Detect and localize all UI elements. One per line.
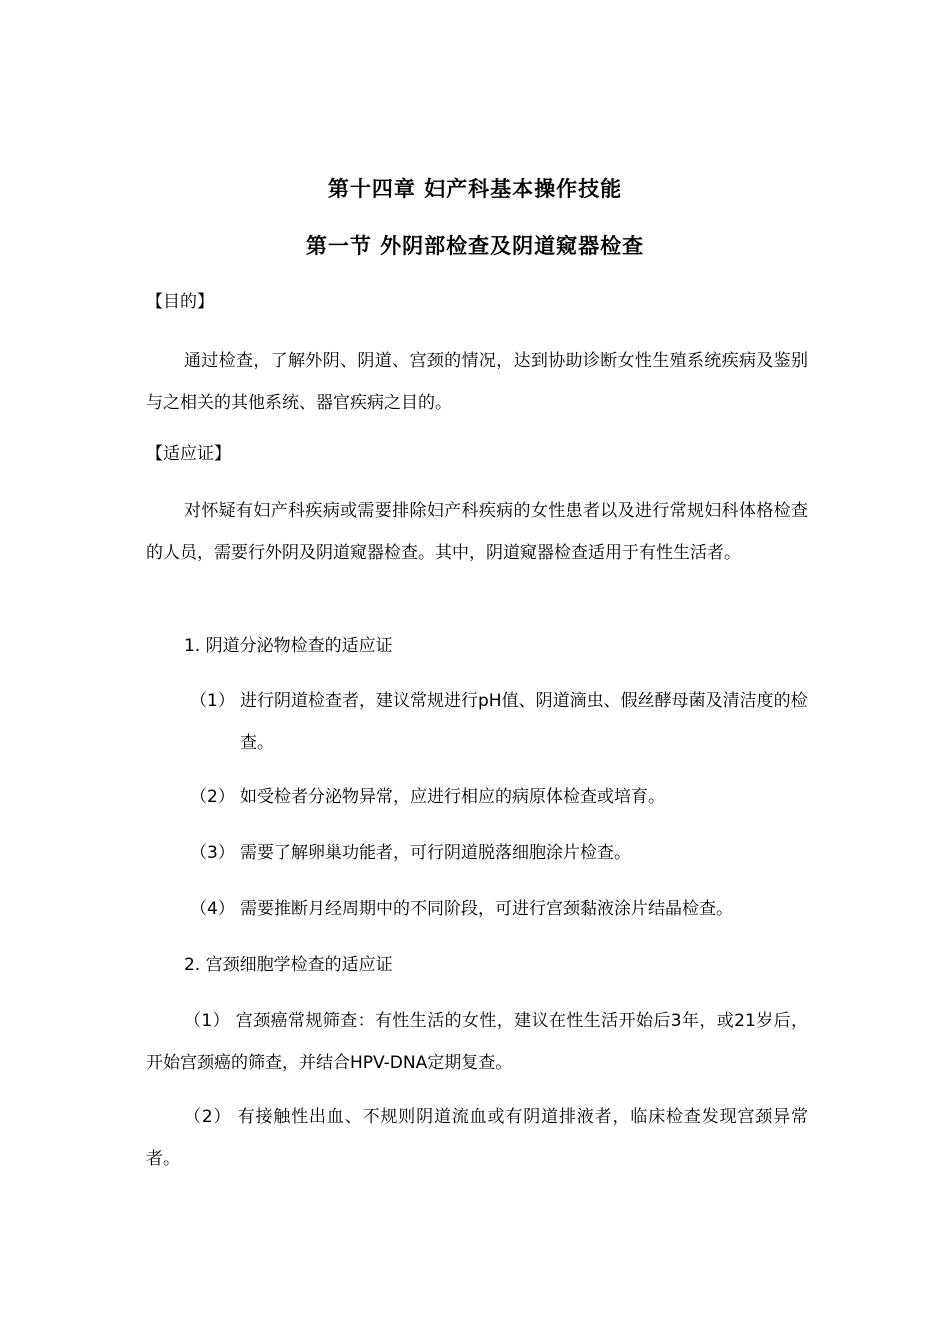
item-number: （4） [190, 899, 235, 919]
sub1-item-4 [190, 888, 810, 930]
item-text: 需要了解卵巢功能者，可行阴道脱落细胞涂片检查。 [240, 843, 631, 863]
sub2-item-2: （2） 有接触性出血、不规则阴道流血或有阴道排液者，临床检查发现宫颈异常者。 [146, 1107, 808, 1169]
item-text: 进行阴道检查者，建议常规进行pH值、阴道滴虫、假丝酵母菌及清洁度的检查。 [240, 691, 808, 753]
indications-intro: 对怀疑有妇产科疾病或需要排除妇产科疾病的女性患者以及进行常规妇科体格检查的人员，需要行外阴及阴道窥器检查。其中，阴道窥器检查适用于有性生活者。 [146, 501, 808, 563]
sub1-item-2 [190, 776, 810, 818]
purpose-heading: 【目的】 [146, 292, 214, 312]
sub1-title: 1. 阴道分泌物检查的适应证 [184, 636, 393, 656]
purpose-text: 通过检查，了解外阴、阴道、宫颈的情况，达到协助诊断女性生殖系统疾病及鉴别与之相关的其他系统、器官疾病之目的。 [146, 351, 808, 413]
sub1-item-3 [190, 832, 810, 874]
item-number: （2） [190, 787, 235, 807]
sub2-item-1: （1） 宫颈癌常规筛查：有性生活的女性，建议在性生活开始后3年，或21岁后，开始宫颈癌的筛查，并结合HPV-DNA定期复查。 [146, 1011, 808, 1073]
item-number: （1） [190, 691, 235, 711]
sub2-title: 2. 宫颈细胞学检查的适应证 [184, 955, 393, 975]
item-text: 需要推断月经周期中的不同阶段，可进行宫颈黏液涂片结晶检查。 [240, 899, 733, 919]
section-title: 第一节 外阴部检查及阴道窥器检查 [305, 234, 645, 258]
item-number: （3） [190, 843, 235, 863]
chapter-title: 第十四章 妇产科基本操作技能 [327, 177, 623, 201]
item-text: 如受检者分泌物异常，应进行相应的病原体检查或培育。 [240, 787, 665, 807]
indications-heading: 【适应证】 [146, 444, 231, 464]
sub1-item-1 [190, 680, 810, 764]
